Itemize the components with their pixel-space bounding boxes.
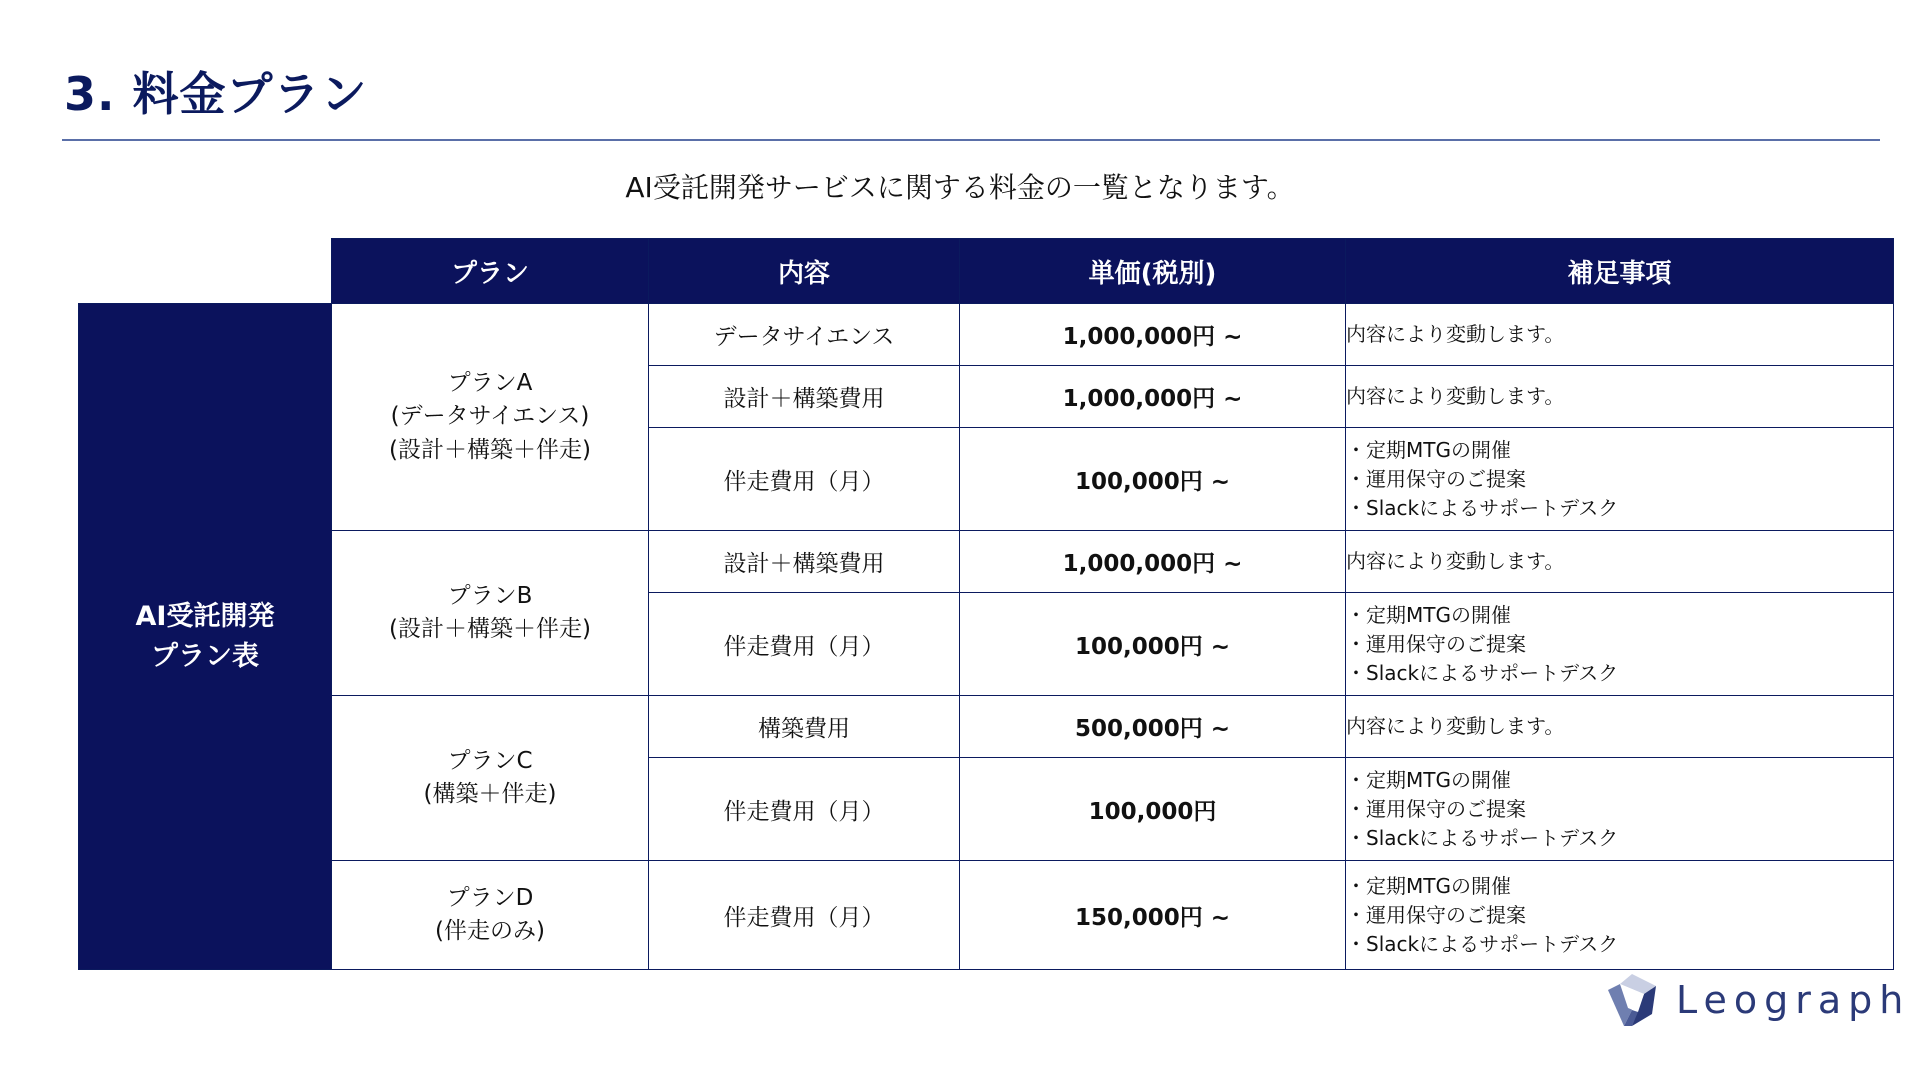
table-row <box>79 304 1894 366</box>
content-cell: データサイエンス <box>649 304 960 366</box>
logo-text: Leograph <box>1676 978 1911 1022</box>
table-corner <box>79 239 332 304</box>
logo-cube-icon <box>1602 970 1662 1030</box>
note-cell <box>1346 366 1894 428</box>
page-subtitle: AI受託開発サービスに関する料金の一覧となります。 <box>625 171 1295 204</box>
plan-name-line: (データサイエンス) <box>390 403 590 430</box>
content-cell: 伴走費用（月） <box>649 593 960 696</box>
note-line: ・定期MTGの開催 <box>1346 602 1511 627</box>
content-cell: 構築費用 <box>649 696 960 758</box>
table-header-row <box>79 239 1894 304</box>
note-line: ・Slackによるサポートデスク <box>1346 825 1619 850</box>
plan-d-name <box>332 861 649 970</box>
plan-name-line: (設計＋構築＋伴走) <box>389 436 591 463</box>
price-cell: 1,000,000円 ~ <box>960 304 1346 366</box>
note-line: 内容により変動します。 <box>1346 714 1565 738</box>
table-row <box>79 531 1894 593</box>
plan-c-name <box>332 696 649 861</box>
note-line: ・Slackによるサポートデスク <box>1346 495 1619 520</box>
page-title: 3. 料金プラン <box>64 67 368 121</box>
plan-b-name <box>332 531 649 696</box>
note-cell <box>1346 304 1894 366</box>
title-divider <box>62 139 1880 141</box>
content-cell: 伴走費用（月） <box>649 861 960 970</box>
note-line: ・運用保守のご提案 <box>1346 796 1526 821</box>
note-line: ・運用保守のご提案 <box>1346 631 1526 656</box>
plan-name-line: (構築＋伴走) <box>423 781 557 807</box>
price-cell: 1,000,000円 ~ <box>960 366 1346 428</box>
content-cell: 設計＋構築費用 <box>649 366 960 428</box>
plan-name-line: (設計＋構築＋伴走) <box>389 616 591 642</box>
price-cell: 1,000,000円 ~ <box>960 531 1346 593</box>
plan-name-line: プランD <box>446 884 534 911</box>
note-line: ・Slackによるサポートデスク <box>1346 660 1619 685</box>
note-line: 内容により変動します。 <box>1346 384 1565 408</box>
plan-name-line: (伴走のみ) <box>435 918 545 944</box>
header-plan: プラン <box>332 239 649 304</box>
content-cell: 設計＋構築費用 <box>649 531 960 593</box>
price-cell: 100,000円 ~ <box>960 593 1346 696</box>
price-cell: 150,000円 ~ <box>960 861 1346 970</box>
content-cell: 伴走費用（月） <box>649 758 960 861</box>
table-row <box>79 861 1894 970</box>
note-cell <box>1346 531 1894 593</box>
note-line: 内容により変動します。 <box>1346 549 1565 573</box>
note-line: ・定期MTGの開催 <box>1346 437 1511 462</box>
note-line: 内容により変動します。 <box>1346 322 1565 346</box>
note-cell <box>1346 758 1894 861</box>
note-cell <box>1346 428 1894 531</box>
note-line: ・定期MTGの開催 <box>1346 873 1511 898</box>
plan-name-line: プランB <box>447 582 533 609</box>
note-line: ・定期MTGの開催 <box>1346 767 1511 792</box>
note-line: ・Slackによるサポートデスク <box>1346 931 1619 956</box>
header-price: 単価(税別) <box>960 239 1346 304</box>
price-cell: 500,000円 ~ <box>960 696 1346 758</box>
pricing-table <box>78 238 1894 970</box>
price-cell: 100,000円 <box>960 758 1346 861</box>
header-content: 内容 <box>649 239 960 304</box>
group-label <box>79 304 332 970</box>
company-logo <box>1602 970 1910 1030</box>
note-line: ・運用保守のご提案 <box>1346 902 1526 927</box>
group-label-line: AI受託開発 <box>135 601 275 633</box>
group-label-line: プラン表 <box>151 640 259 672</box>
note-line: ・運用保守のご提案 <box>1346 466 1526 491</box>
note-cell <box>1346 696 1894 758</box>
content-cell: 伴走費用（月） <box>649 428 960 531</box>
plan-a-name <box>332 304 649 531</box>
price-cell: 100,000円 ~ <box>960 428 1346 531</box>
note-cell <box>1346 861 1894 970</box>
header-notes: 補足事項 <box>1346 239 1894 304</box>
plan-name-line: プランC <box>447 747 533 774</box>
note-cell <box>1346 593 1894 696</box>
table-row <box>79 696 1894 758</box>
plan-name-line: プランA <box>447 369 533 396</box>
